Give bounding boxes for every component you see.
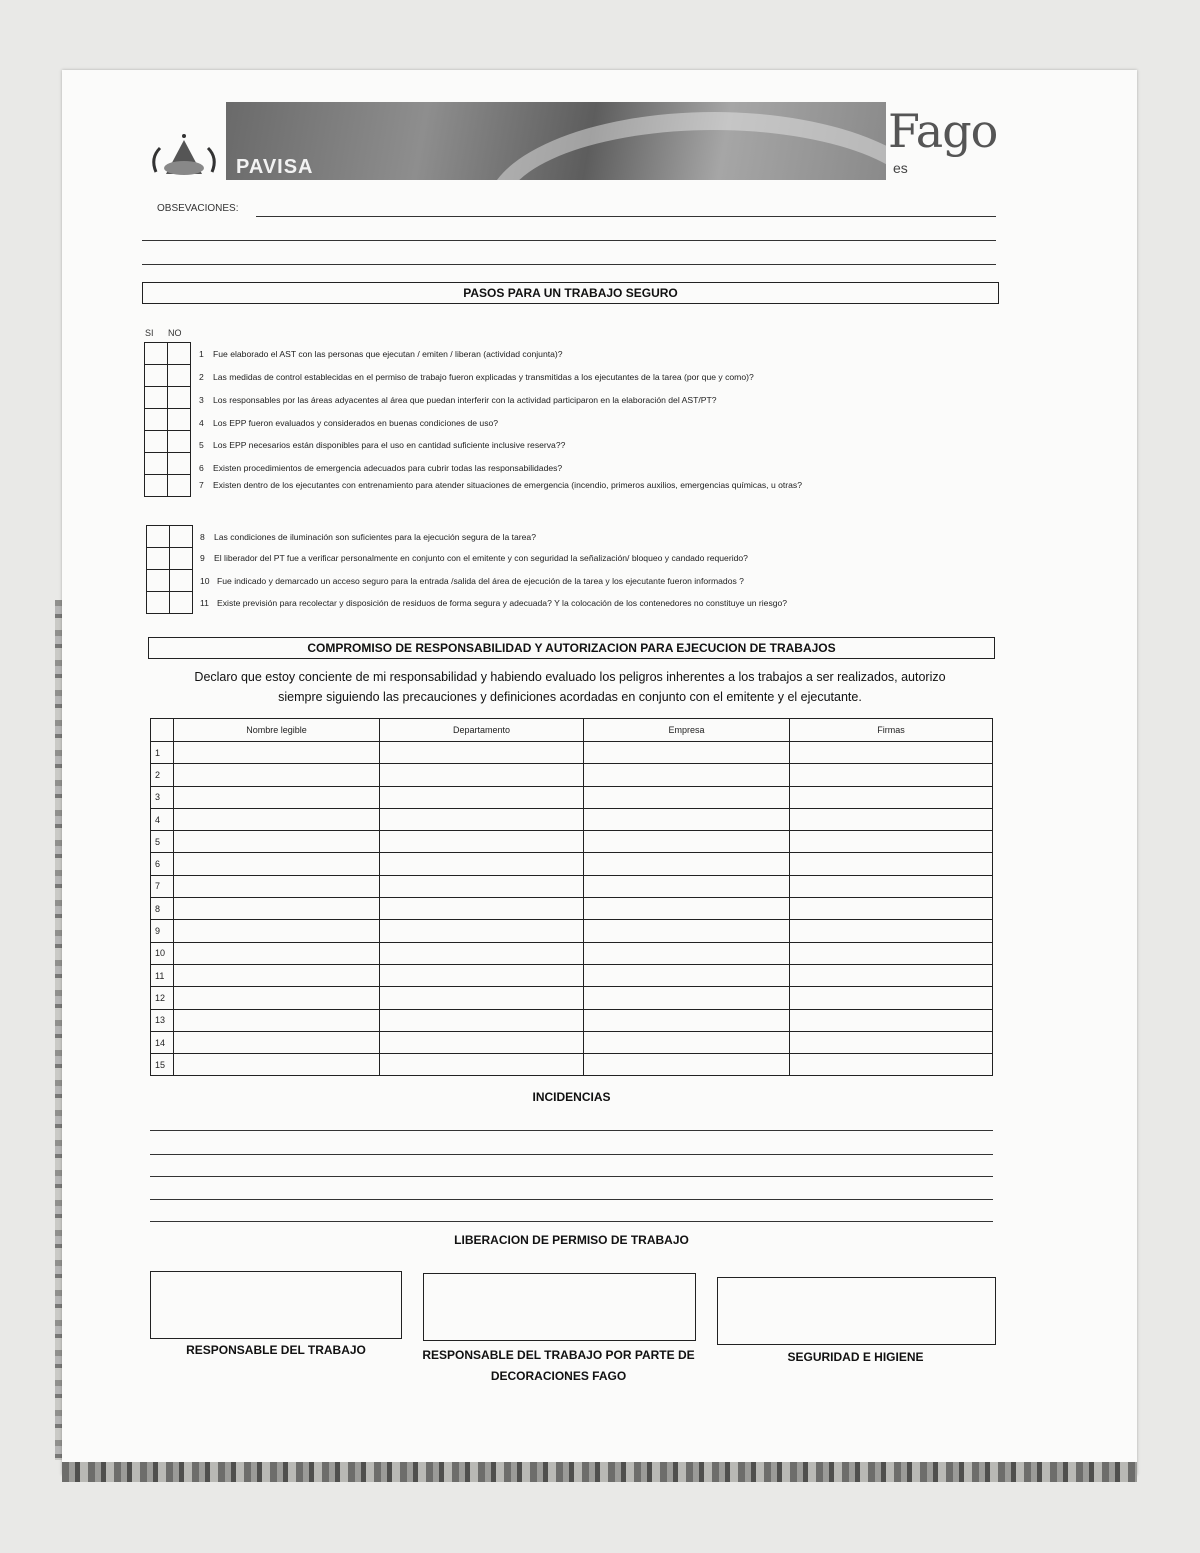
name-cell[interactable] bbox=[174, 920, 380, 942]
observations-label: OBSEVACIONES: bbox=[157, 203, 239, 214]
incident-line[interactable] bbox=[150, 1154, 993, 1155]
checkbox-si[interactable] bbox=[145, 453, 168, 475]
checkbox-no[interactable] bbox=[168, 431, 191, 453]
signature-box-responsable[interactable] bbox=[150, 1271, 402, 1339]
checkbox-si[interactable] bbox=[145, 409, 168, 431]
signature-cell[interactable] bbox=[790, 875, 993, 897]
row-number: 10 bbox=[151, 942, 174, 964]
fago-logo-sub: es bbox=[893, 160, 908, 176]
question-item: 5 Los EPP necesarios están disponibles para el uso en cantidad suficiente inclusive reserva?? bbox=[199, 440, 566, 450]
department-cell[interactable] bbox=[380, 831, 584, 853]
table-header-number bbox=[151, 719, 174, 742]
signature-cell[interactable] bbox=[790, 1031, 993, 1053]
company-cell[interactable] bbox=[584, 942, 790, 964]
checkbox-no[interactable] bbox=[168, 475, 191, 497]
signature-cell[interactable] bbox=[790, 964, 993, 986]
department-cell[interactable] bbox=[380, 875, 584, 897]
department-cell[interactable] bbox=[380, 808, 584, 830]
company-cell[interactable] bbox=[584, 920, 790, 942]
department-cell[interactable] bbox=[380, 853, 584, 875]
company-cell[interactable] bbox=[584, 764, 790, 786]
observations-line[interactable] bbox=[142, 264, 996, 265]
background-edge-bottom bbox=[62, 1462, 1137, 1482]
checkbox-no[interactable] bbox=[168, 409, 191, 431]
row-number: 9 bbox=[151, 920, 174, 942]
name-cell[interactable] bbox=[174, 987, 380, 1009]
table-row bbox=[151, 898, 993, 920]
department-cell[interactable] bbox=[380, 1031, 584, 1053]
row-number: 8 bbox=[151, 898, 174, 920]
signature-label: RESPONSABLE DEL TRABAJO POR PARTE DE DECORACIONES FAGO bbox=[422, 1348, 695, 1383]
department-cell[interactable] bbox=[380, 764, 584, 786]
observations-line[interactable] bbox=[256, 216, 996, 217]
department-cell[interactable] bbox=[380, 1054, 584, 1076]
question-item: 10 Fue indicado y demarcado un acceso seguro para la entrada /salida del área de ejecución de la tarea y los ejecutante fueron informados ? bbox=[200, 576, 744, 586]
checkbox-si[interactable] bbox=[145, 343, 168, 365]
department-cell[interactable] bbox=[380, 742, 584, 764]
row-number: 1 bbox=[151, 742, 174, 764]
checkbox-no[interactable] bbox=[168, 387, 191, 409]
company-cell[interactable] bbox=[584, 853, 790, 875]
company-cell[interactable] bbox=[584, 1009, 790, 1031]
table-row bbox=[151, 920, 993, 942]
header-banner bbox=[226, 102, 886, 180]
name-cell[interactable] bbox=[174, 1009, 380, 1031]
row-number: 2 bbox=[151, 764, 174, 786]
question-item: 2 Las medidas de control establecidas en el permiso de trabajo fueron explicadas y transmitidas a los ejecutantes de la tarea (por que y como)? bbox=[199, 372, 754, 382]
table-row bbox=[151, 742, 993, 764]
incident-line[interactable] bbox=[150, 1176, 993, 1177]
row-number: 5 bbox=[151, 831, 174, 853]
table-header: Empresa bbox=[584, 719, 790, 742]
signature-cell[interactable] bbox=[790, 898, 993, 920]
department-cell[interactable] bbox=[380, 987, 584, 1009]
signature-cell[interactable] bbox=[790, 987, 993, 1009]
incident-line[interactable] bbox=[150, 1199, 993, 1200]
row-number: 13 bbox=[151, 1009, 174, 1031]
row-number: 14 bbox=[151, 1031, 174, 1053]
signature-cell[interactable] bbox=[790, 808, 993, 830]
row-number: 15 bbox=[151, 1054, 174, 1076]
company-cell[interactable] bbox=[584, 786, 790, 808]
incident-line[interactable] bbox=[150, 1221, 993, 1222]
name-cell[interactable] bbox=[174, 831, 380, 853]
checkbox-no[interactable] bbox=[170, 548, 193, 570]
signature-box-fago[interactable] bbox=[423, 1273, 696, 1341]
commitment-title: COMPROMISO DE RESPONSABILIDAD Y AUTORIZACION PARA EJECUCION DE TRABAJOS bbox=[148, 637, 995, 659]
department-cell[interactable] bbox=[380, 942, 584, 964]
question-item: 11 Existe previsión para recolectar y disposición de residuos de forma segura y adecuada? Y la colocación de los contenedores no constituye un riesgo? bbox=[200, 598, 788, 608]
company-cell[interactable] bbox=[584, 808, 790, 830]
name-cell[interactable] bbox=[174, 853, 380, 875]
no-label: NO bbox=[168, 328, 182, 338]
signature-cell[interactable] bbox=[790, 853, 993, 875]
table-row bbox=[151, 987, 993, 1009]
signature-cell[interactable] bbox=[790, 1009, 993, 1031]
question-item: 3 Los responsables por las áreas adyacentes al área que puedan interferir con la actividad participaron en la elaboración del AST/PT? bbox=[199, 395, 717, 405]
row-number: 4 bbox=[151, 808, 174, 830]
table-row bbox=[151, 786, 993, 808]
name-cell[interactable] bbox=[174, 875, 380, 897]
company-cell[interactable] bbox=[584, 742, 790, 764]
signature-box-seguridad[interactable] bbox=[717, 1277, 996, 1345]
checkbox-si[interactable] bbox=[147, 548, 170, 570]
table-row bbox=[151, 853, 993, 875]
question-item: 4 Los EPP fueron evaluados y considerados en buenas condiciones de uso? bbox=[199, 418, 499, 428]
yes-label: SI bbox=[145, 328, 154, 338]
name-cell[interactable] bbox=[174, 764, 380, 786]
signature-cell[interactable] bbox=[790, 742, 993, 764]
table-header: Nombre legible bbox=[174, 719, 380, 742]
row-number: 12 bbox=[151, 987, 174, 1009]
question-item: 8 Las condiciones de iluminación son suficientes para la ejecución segura de la tarea? bbox=[200, 532, 536, 542]
company-cell[interactable] bbox=[584, 1031, 790, 1053]
signature-cell[interactable] bbox=[790, 786, 993, 808]
company-cell[interactable] bbox=[584, 875, 790, 897]
company-cell[interactable] bbox=[584, 987, 790, 1009]
checkbox-no[interactable] bbox=[170, 526, 193, 548]
checkbox-grid-1 bbox=[144, 342, 191, 497]
department-cell[interactable] bbox=[380, 964, 584, 986]
signature-label: RESPONSABLE DEL TRABAJO bbox=[186, 1343, 366, 1357]
safe-steps-title: PASOS PARA UN TRABAJO SEGURO bbox=[142, 282, 999, 304]
question-item: 6 Existen procedimientos de emergencia adecuados para cubrir todas las responsabilidades? bbox=[199, 463, 563, 473]
table-row bbox=[151, 808, 993, 830]
fago-logo: Fago bbox=[888, 104, 998, 158]
observations-line[interactable] bbox=[142, 240, 996, 241]
incident-line[interactable] bbox=[150, 1130, 993, 1131]
incidents-title: INCIDENCIAS bbox=[532, 1090, 611, 1104]
signatories-table bbox=[150, 718, 993, 1076]
release-title: LIBERACION DE PERMISO DE TRABAJO bbox=[454, 1233, 689, 1247]
department-cell[interactable] bbox=[380, 920, 584, 942]
table-row bbox=[151, 1031, 993, 1053]
row-number: 11 bbox=[151, 964, 174, 986]
table-header: Departamento bbox=[380, 719, 584, 742]
checkbox-si[interactable] bbox=[145, 387, 168, 409]
signature-cell[interactable] bbox=[790, 1054, 993, 1076]
row-number: 6 bbox=[151, 853, 174, 875]
name-cell[interactable] bbox=[174, 1031, 380, 1053]
table-row bbox=[151, 1009, 993, 1031]
signature-cell[interactable] bbox=[790, 920, 993, 942]
checkbox-si[interactable] bbox=[147, 592, 170, 614]
department-cell[interactable] bbox=[380, 1009, 584, 1031]
checkbox-si[interactable] bbox=[145, 365, 168, 387]
checkbox-si[interactable] bbox=[145, 431, 168, 453]
company-logo-icon bbox=[148, 130, 220, 178]
table-row bbox=[151, 964, 993, 986]
declaration-text: siempre siguiendo las precauciones y definiciones acordadas en conjunto con el emitente y el ejecutante. bbox=[278, 690, 862, 704]
department-cell[interactable] bbox=[380, 786, 584, 808]
question-item: 1 Fue elaborado el AST con las personas que ejecutan / emiten / liberan (actividad conjunta)? bbox=[199, 349, 563, 359]
name-cell[interactable] bbox=[174, 808, 380, 830]
company-cell[interactable] bbox=[584, 898, 790, 920]
declaration-text: Declaro que estoy conciente de mi responsabilidad y habiendo evaluado los peligros inherentes a los trabajos a ser realizados, autorizo bbox=[194, 670, 946, 684]
question-item: 9 El liberador del PT fue a verificar personalmente en conjunto con el emitente y con seguridad la señalización/ bloqueo y candado requerido? bbox=[200, 553, 748, 563]
checkbox-no[interactable] bbox=[168, 365, 191, 387]
signature-cell[interactable] bbox=[790, 942, 993, 964]
row-number: 3 bbox=[151, 786, 174, 808]
name-cell[interactable] bbox=[174, 742, 380, 764]
name-cell[interactable] bbox=[174, 942, 380, 964]
table-row bbox=[151, 831, 993, 853]
signature-label: SEGURIDAD E HIGIENE bbox=[787, 1350, 924, 1364]
brand-name: PAVISA bbox=[236, 156, 314, 178]
company-cell[interactable] bbox=[584, 831, 790, 853]
name-cell[interactable] bbox=[174, 964, 380, 986]
checkbox-grid-2 bbox=[146, 525, 193, 614]
checkbox-si[interactable] bbox=[147, 526, 170, 548]
name-cell[interactable] bbox=[174, 1054, 380, 1076]
signature-cell[interactable] bbox=[790, 764, 993, 786]
checkbox-si[interactable] bbox=[145, 475, 168, 497]
department-cell[interactable] bbox=[380, 898, 584, 920]
signature-cell[interactable] bbox=[790, 831, 993, 853]
company-cell[interactable] bbox=[584, 964, 790, 986]
table-row bbox=[151, 875, 993, 897]
table-row bbox=[151, 942, 993, 964]
checkbox-no[interactable] bbox=[170, 592, 193, 614]
name-cell[interactable] bbox=[174, 786, 380, 808]
checkbox-no[interactable] bbox=[170, 570, 193, 592]
checkbox-no[interactable] bbox=[168, 453, 191, 475]
name-cell[interactable] bbox=[174, 898, 380, 920]
table-row bbox=[151, 1054, 993, 1076]
company-cell[interactable] bbox=[584, 1054, 790, 1076]
table-header: Firmas bbox=[790, 719, 993, 742]
checkbox-no[interactable] bbox=[168, 343, 191, 365]
question-item: 7 Existen dentro de los ejecutantes con entrenamiento para atender situaciones de emergencia (incendio, primeros auxilios, emergencias químicas, u otras? bbox=[199, 480, 802, 490]
checkbox-si[interactable] bbox=[147, 570, 170, 592]
row-number: 7 bbox=[151, 875, 174, 897]
table-row bbox=[151, 764, 993, 786]
